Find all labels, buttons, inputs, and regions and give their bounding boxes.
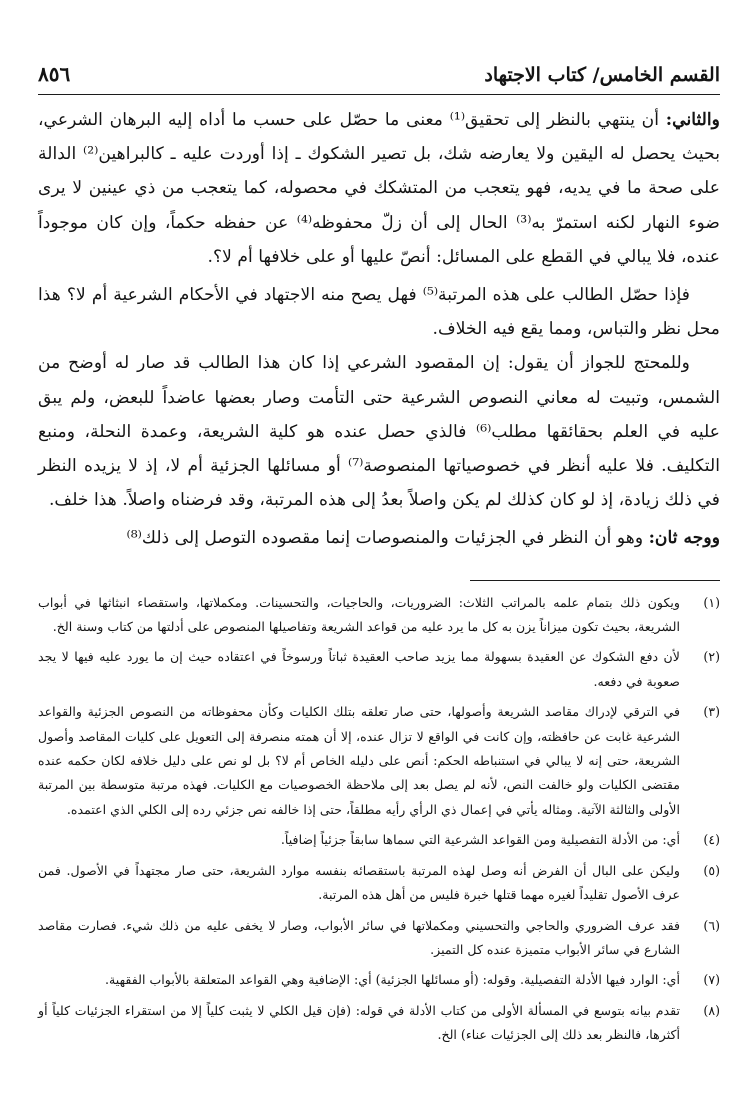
paragraph-3: وللمحتج للجواز أن يقول: إن المقصود الشرعي إذا كان هذا الطالب قد صار له أوضح من الشمس، وتبيت له معاني النصوص الشرعية حتى التأمت وصار بعضها عاضداً للبعض، ولم يبق عليه في العلم بحقائقها مطلب⁽⁶⁾ فالذي حصل عنده هو كلية الشريعة، وعمدة النحلة، ومنبع التكليف. فلا عليه أنظر في خصوصياتها المنصوصة⁽⁷⁾ أو مسائلها الجزئية أم لا، إذ لا يزيده النظر في ذلك زيادة، إذ لو كان كذلك لم يكن واصلاً بعدُ إلى هذه المرتبة، وقد فرضناه واصلاً. هذا خلف. <box>38 353 721 511</box>
footnote-text: ويكون ذلك بتمام علمه بالمراتب الثلاث: الضروريات، والحاجيات، والتحسينات. ومكملاتها، واستقصاء انبثاثها في أبواب الشريعة، بحيث تكون ميزاناً يزن به كل ما يرد عليه من قواعد الشريعة وتفاصيلها المنصوص على أدلتها من كتاب وسنة الخ. <box>38 594 680 635</box>
footnote-number: (٨) <box>703 1002 720 1018</box>
paragraph-1-text: أن ينتهي بالنظر إلى تحقيق⁽¹⁾ معنى ما حصّل على حسب ما أداه إليه البرهان الشرعي، بحيث يحصل له اليقين ولا يعارضه شك، بل تصير الشكوك ـ إذا أوردت عليه ـ كالبراهين⁽²⁾ الدالة على صحة ما في يديه، فهو يتعجب من المتشكك في محصوله، كما يتعجب من ذي عينين لا يرى ضوء النهار لكنه استمرّ به⁽³⁾ الحال إلى أن زلّ محفوظه⁽⁴⁾ عن حفظه حكماً، وإن كان موجوداً عنده، فلا يبالي في القطع على المسائل: أنصّ عليها أو على خلافها أم لا؟. <box>38 110 720 267</box>
footnote-text: وليكن على البال أن الفرض أنه وصل لهذه المرتبة باستقصائه بنفسه موارد الشريعة، حتى صار مجتهداً في الأصول. فمن عرف الأصول تقليداً لغيره مهما قتلها خبرة فليس من أهل هذه المرتبة. <box>38 862 680 903</box>
footnote-number: (٢) <box>703 649 720 665</box>
footnote <box>38 859 720 908</box>
footnote-text: تقدم بيانه بتوسع في المسألة الأولى من كتاب الأدلة في قوله: (فإن قيل الكلي لا يثبت كلياً إلا من استقراء الجزئيات كلياً أو أكثرها، فالنظر بعد ذلك إلى الجزئيات عناء) الخ. <box>38 1002 680 1043</box>
footnote-separator <box>470 580 720 581</box>
footnote <box>38 700 720 822</box>
paragraph-4-text: وهو أن النظر في الجزئيات والمنصوصات إنما مقصوده التوصل إلى ذلك⁽⁸⁾ <box>126 528 649 549</box>
footnote-text: أي: الوارد فيها الأدلة التفصيلية. وقوله: (أو مسائلها الجزئية) أي: الإضافية وهي القواعد المتعلقة بالأبواب الفقهية. <box>105 972 680 988</box>
paragraph-4 <box>38 521 720 555</box>
footnotes <box>38 591 720 1048</box>
page-number: ٨٥٦ <box>38 62 71 86</box>
footnote <box>38 828 720 852</box>
footnote-number: (٦) <box>703 917 720 933</box>
footnote-text: في الترقي لإدراك مقاصد الشريعة وأصولها، حتى صار تعلقه بتلك الكليات وكأن محفوظاته من النصوص الجزئية والقواعد الشرعية غابت عن حافظته، وإن كانت في الواقع لا تزال عنده، إلا أن همته منصرفة إلى التعويل على كليات المقاصد وأصول الشريعة، حتى إنه لا يبالي في استنباطه الحكم: أنص على دليله الخاص أم لا؟ بل لو نص على دليل خلافه لكان حكمه عنده مقتضى الكليات ولو خالفت النص، لأنه لم يصل بعد إلى ملاحظة الخصوصيات مع الكليات. فهذه مرتبة متوسطة بين المرتبة الأولى والثالثة الآتية. ومثاله يأتي في إعمال ذي الرأي رأيه مطلقاً، حتى إذا خالفه نص جزئي رده إلى الكلي الذي اعتمده. <box>38 704 680 817</box>
footnote-number: (٥) <box>703 862 720 878</box>
footnote-text: أي: من الأدلة التفصيلية ومن القواعد الشرعية التي سماها سابقاً جزئياً إضافياً. <box>280 832 680 848</box>
paragraph-2: فإذا حصّل الطالب على هذه المرتبة⁽⁵⁾ فهل يصح منه الاجتهاد في الأحكام الشرعية أم لا؟ هذا محل نظر والتباس، ومما يقع فيه الخلاف. <box>38 285 720 340</box>
paragraph-1 <box>38 103 720 274</box>
footnote-number: (١) <box>703 594 720 610</box>
footnote <box>38 999 720 1048</box>
book-page <box>38 62 720 1092</box>
page-header <box>38 62 720 95</box>
running-title: القسم الخامس/ كتاب الاجتهاد <box>484 64 720 86</box>
footnote <box>38 645 720 694</box>
footnote-number: (٧) <box>703 972 720 988</box>
main-text <box>38 103 720 556</box>
paragraph-1-lead: والثاني: <box>665 110 720 130</box>
footnote-number: (٤) <box>703 832 720 848</box>
footnote-text: فقد عرف الضروري والحاجي والتحسيني ومكملاتها في سائر الأبواب، وصار لا يخفى عليه من ذلك شيء. فصارت مقاصد الشارع في سائر الأبواب متميزة عنده كل التميز. <box>38 917 680 957</box>
footnote <box>38 968 720 992</box>
footnote <box>38 591 720 640</box>
footnote <box>38 914 720 963</box>
footnote-text: لأن دفع الشكوك عن العقيدة بسهولة مما يزيد صاحب العقيدة ثباتاً ورسوخاً في اعتقاده حيث إن ما يورد عليه فيها لا يجد صعوبة في دفعه. <box>38 649 680 689</box>
footnote-number: (٣) <box>703 704 720 720</box>
paragraph-4-lead: ووجه ثان: <box>648 528 720 549</box>
